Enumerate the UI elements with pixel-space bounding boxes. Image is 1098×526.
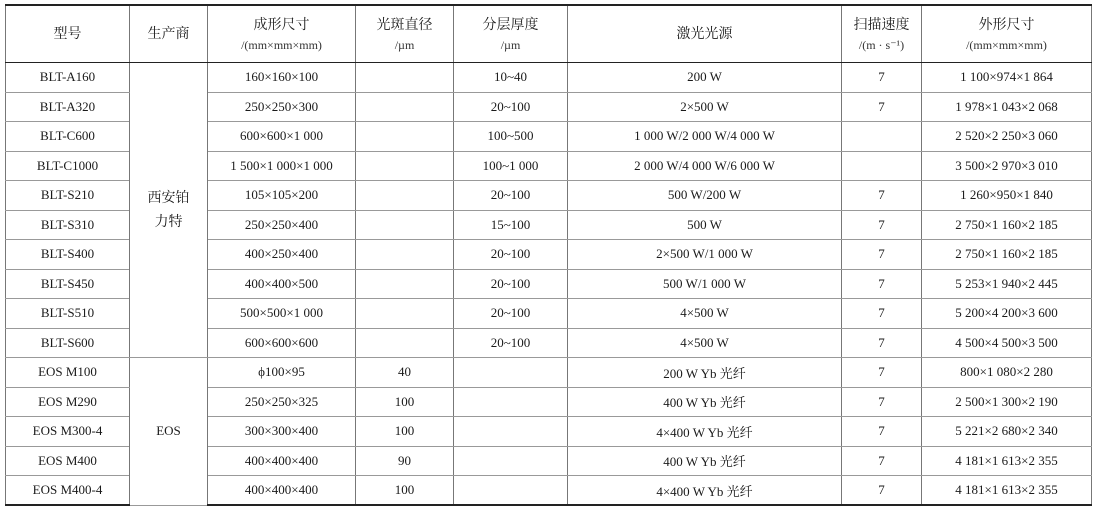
cell-scan-speed: 7 xyxy=(842,299,922,329)
manufacturer-name-line1: EOS xyxy=(156,423,181,439)
cell-outer-size: 800×1 080×2 280 xyxy=(922,358,1092,388)
cell-outer-size: 2 500×1 300×2 190 xyxy=(922,387,1092,417)
cell-scan-speed: 7 xyxy=(842,446,922,476)
cell-spot-diameter xyxy=(356,92,454,122)
header-label: 型号 xyxy=(53,26,82,42)
cell-model: BLT-S310 xyxy=(6,210,130,240)
cell-laser-source: 2×500 W xyxy=(568,92,842,122)
cell-model: EOS M300-4 xyxy=(6,417,130,447)
cell-outer-size: 5 253×1 940×2 445 xyxy=(922,269,1092,299)
cell-model: BLT-S450 xyxy=(6,269,130,299)
cell-spot-diameter xyxy=(356,240,454,270)
cell-laser-source: 2×500 W/1 000 W xyxy=(568,240,842,270)
cell-spot-diameter: 100 xyxy=(356,476,454,506)
cell-spot-diameter: 100 xyxy=(356,417,454,447)
header-unit: /(mm×mm×mm) xyxy=(241,38,322,52)
cell-scan-speed: 7 xyxy=(842,387,922,417)
cell-laser-source: 500 W/1 000 W xyxy=(568,269,842,299)
cell-outer-size: 2 520×2 250×3 060 xyxy=(922,122,1092,152)
cell-outer-size: 2 750×1 160×2 185 xyxy=(922,240,1092,270)
cell-layer-thickness xyxy=(454,476,568,506)
cell-layer-thickness: 10~40 xyxy=(454,63,568,93)
cell-spot-diameter xyxy=(356,181,454,211)
cell-scan-speed xyxy=(842,122,922,152)
cell-scan-speed xyxy=(842,151,922,181)
manufacturer-name-line1: 西安铂 xyxy=(147,190,190,206)
cell-build-size: 250×250×400 xyxy=(208,210,356,240)
cell-scan-speed: 7 xyxy=(842,63,922,93)
cell-scan-speed: 7 xyxy=(842,240,922,270)
cell-spot-diameter: 90 xyxy=(356,446,454,476)
cell-build-size: ϕ100×95 xyxy=(208,358,356,388)
header-label: 激光光源 xyxy=(676,26,733,42)
cell-layer-thickness: 20~100 xyxy=(454,328,568,358)
cell-outer-size: 1 978×1 043×2 068 xyxy=(922,92,1092,122)
cell-laser-source: 200 W xyxy=(568,63,842,93)
header-layer-thickness xyxy=(454,5,568,63)
cell-outer-size: 4 181×1 613×2 355 xyxy=(922,446,1092,476)
cell-outer-size: 1 260×950×1 840 xyxy=(922,181,1092,211)
cell-model: BLT-A320 xyxy=(6,92,130,122)
cell-outer-size: 4 500×4 500×3 500 xyxy=(922,328,1092,358)
cell-laser-source: 400 W Yb 光纤 xyxy=(568,446,842,476)
cell-scan-speed: 7 xyxy=(842,417,922,447)
cell-laser-source: 500 W/200 W xyxy=(568,181,842,211)
header-label: 外形尺寸 xyxy=(978,17,1035,33)
cell-build-size: 250×250×325 xyxy=(208,387,356,417)
cell-layer-thickness: 15~100 xyxy=(454,210,568,240)
cell-spot-diameter: 100 xyxy=(356,387,454,417)
cell-layer-thickness xyxy=(454,446,568,476)
cell-layer-thickness: 20~100 xyxy=(454,299,568,329)
header-model xyxy=(6,5,130,63)
cell-laser-source: 1 000 W/2 000 W/4 000 W xyxy=(568,122,842,152)
cell-layer-thickness: 20~100 xyxy=(454,181,568,211)
header-unit: /(m · s⁻¹) xyxy=(858,38,905,52)
cell-manufacturer-eos xyxy=(130,358,208,506)
cell-outer-size: 3 500×2 970×3 010 xyxy=(922,151,1092,181)
header-label: 分层厚度 xyxy=(482,17,539,33)
cell-model: BLT-S400 xyxy=(6,240,130,270)
header-row xyxy=(6,5,1092,63)
cell-scan-speed: 7 xyxy=(842,181,922,211)
header-label: 成形尺寸 xyxy=(253,17,310,33)
cell-model: EOS M400 xyxy=(6,446,130,476)
cell-build-size: 160×160×100 xyxy=(208,63,356,93)
cell-laser-source: 400 W Yb 光纤 xyxy=(568,387,842,417)
header-outer-size xyxy=(922,5,1092,63)
table-body xyxy=(6,63,1092,506)
header-build-size xyxy=(208,5,356,63)
cell-layer-thickness xyxy=(454,387,568,417)
cell-build-size: 400×400×400 xyxy=(208,476,356,506)
header-manufacturer xyxy=(130,5,208,63)
cell-build-size: 500×500×1 000 xyxy=(208,299,356,329)
table-row xyxy=(6,358,1092,388)
header-unit: /(mm×mm×mm) xyxy=(966,38,1047,52)
cell-model: BLT-C1000 xyxy=(6,151,130,181)
cell-build-size: 600×600×600 xyxy=(208,328,356,358)
cell-build-size: 1 500×1 000×1 000 xyxy=(208,151,356,181)
cell-laser-source: 200 W Yb 光纤 xyxy=(568,358,842,388)
cell-outer-size: 4 181×1 613×2 355 xyxy=(922,476,1092,506)
header-scan-speed xyxy=(842,5,922,63)
cell-layer-thickness xyxy=(454,358,568,388)
cell-laser-source: 4×500 W xyxy=(568,328,842,358)
cell-model: EOS M290 xyxy=(6,387,130,417)
cell-build-size: 400×400×400 xyxy=(208,446,356,476)
spec-table xyxy=(5,4,1092,506)
cell-laser-source: 2 000 W/4 000 W/6 000 W xyxy=(568,151,842,181)
cell-outer-size: 2 750×1 160×2 185 xyxy=(922,210,1092,240)
cell-scan-speed: 7 xyxy=(842,358,922,388)
cell-scan-speed: 7 xyxy=(842,476,922,506)
cell-spot-diameter xyxy=(356,63,454,93)
cell-build-size: 250×250×300 xyxy=(208,92,356,122)
cell-model: BLT-S510 xyxy=(6,299,130,329)
header-unit: /µm xyxy=(500,38,521,52)
cell-spot-diameter xyxy=(356,269,454,299)
header-laser-source xyxy=(568,5,842,63)
cell-laser-source: 4×500 W xyxy=(568,299,842,329)
spec-table-container xyxy=(5,4,1091,506)
cell-spot-diameter: 40 xyxy=(356,358,454,388)
cell-spot-diameter xyxy=(356,328,454,358)
cell-layer-thickness: 100~1 000 xyxy=(454,151,568,181)
manufacturer-name-line2: 力特 xyxy=(154,214,183,230)
header-label: 扫描速度 xyxy=(853,17,910,33)
cell-model: EOS M400-4 xyxy=(6,476,130,506)
cell-build-size: 400×400×500 xyxy=(208,269,356,299)
cell-scan-speed: 7 xyxy=(842,210,922,240)
cell-scan-speed: 7 xyxy=(842,269,922,299)
cell-laser-source: 4×400 W Yb 光纤 xyxy=(568,476,842,506)
cell-model: BLT-S210 xyxy=(6,181,130,211)
cell-model: EOS M100 xyxy=(6,358,130,388)
cell-outer-size: 5 200×4 200×3 600 xyxy=(922,299,1092,329)
cell-build-size: 400×250×400 xyxy=(208,240,356,270)
cell-layer-thickness: 20~100 xyxy=(454,92,568,122)
cell-model: BLT-C600 xyxy=(6,122,130,152)
cell-spot-diameter xyxy=(356,299,454,329)
table-row xyxy=(6,63,1092,93)
cell-layer-thickness xyxy=(454,417,568,447)
cell-spot-diameter xyxy=(356,122,454,152)
cell-spot-diameter xyxy=(356,210,454,240)
cell-build-size: 300×300×400 xyxy=(208,417,356,447)
table-header xyxy=(6,5,1092,63)
cell-laser-source: 4×400 W Yb 光纤 xyxy=(568,417,842,447)
header-label: 光斑直径 xyxy=(376,17,433,33)
header-unit: /µm xyxy=(394,38,415,52)
cell-layer-thickness: 20~100 xyxy=(454,240,568,270)
cell-build-size: 105×105×200 xyxy=(208,181,356,211)
cell-manufacturer-blt xyxy=(130,63,208,358)
cell-scan-speed: 7 xyxy=(842,92,922,122)
cell-outer-size: 5 221×2 680×2 340 xyxy=(922,417,1092,447)
header-spot-diameter xyxy=(356,5,454,63)
cell-spot-diameter xyxy=(356,151,454,181)
cell-laser-source: 500 W xyxy=(568,210,842,240)
cell-layer-thickness: 20~100 xyxy=(454,269,568,299)
cell-outer-size: 1 100×974×1 864 xyxy=(922,63,1092,93)
cell-build-size: 600×600×1 000 xyxy=(208,122,356,152)
cell-model: BLT-S600 xyxy=(6,328,130,358)
cell-scan-speed: 7 xyxy=(842,328,922,358)
cell-model: BLT-A160 xyxy=(6,63,130,93)
cell-layer-thickness: 100~500 xyxy=(454,122,568,152)
header-label: 生产商 xyxy=(147,26,190,42)
